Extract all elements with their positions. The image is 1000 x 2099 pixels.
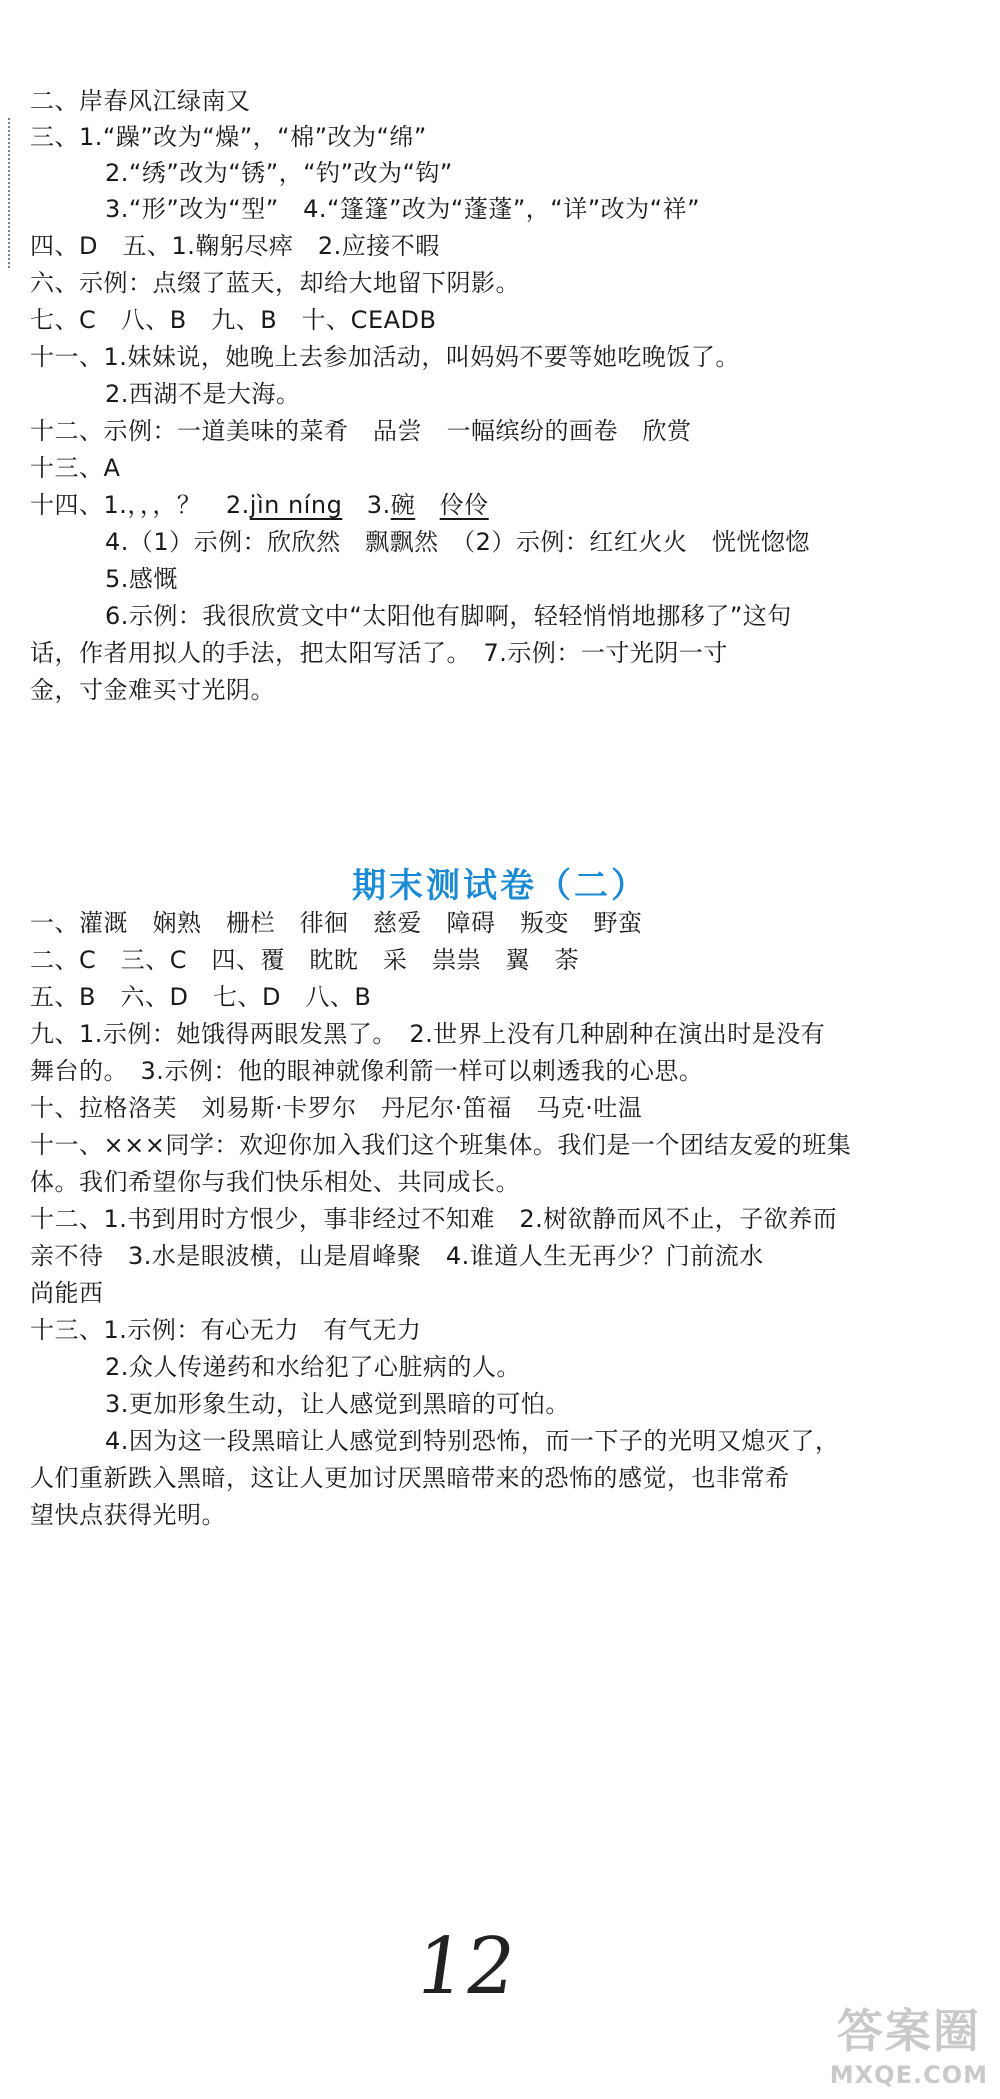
answer-line: 五、B 六、D 七、D 八、B	[30, 983, 372, 1011]
answer-line: 十、拉格洛芙 刘易斯·卡罗尔 丹尼尔·笛福 马克·吐温	[30, 1094, 643, 1122]
answer-line: 话，作者用拟人的手法，把太阳写活了。 7.示例：一寸光阴一寸	[30, 639, 728, 667]
answer-text: 十四、1.，，，？ 2.	[30, 491, 250, 519]
answer-line: 金，寸金难买寸光阴。	[30, 676, 275, 704]
underlined-answer: 碗	[390, 491, 416, 519]
answer-line: 4.（1）示例：欣欣然 飘飘然 （2）示例：红红火火 恍恍惚惚	[105, 528, 810, 556]
answer-line	[30, 488, 489, 522]
answer-line: 十一、1.妹妹说，她晚上去参加活动，叫妈妈不要等她吃晚饭了。	[30, 343, 740, 371]
handwritten-page-number: 12	[409, 1922, 522, 2012]
watermark-url: MXQE.COM	[829, 2061, 988, 2089]
answer-line: 九、1.示例：她饿得两眼发黑了。 2.世界上没有几种剧种在演出时是没有	[30, 1020, 826, 1048]
answer-line: 2.西湖不是大海。	[105, 380, 301, 408]
section-title: 期末测试卷（二）	[352, 866, 648, 906]
answer-line: 亲不待 3.水是眼波横，山是眉峰聚 4.谁道人生无再少？门前流水	[30, 1242, 764, 1270]
pinyin-answer: jìn níng	[249, 491, 343, 519]
answer-line: 十一、×××同学：欢迎你加入我们这个班集体。我们是一个团结友爱的班集	[30, 1131, 852, 1159]
answer-line: 六、示例：点缀了蓝天，却给大地留下阴影。	[30, 269, 520, 297]
answer-line: 一、灌溉 娴熟 栅栏 徘徊 慈爱 障碍 叛变 野蛮	[30, 909, 643, 937]
answer-line: 3.“形”改为“型” 4.“篷篷”改为“蓬蓬”，“详”改为“祥”	[105, 195, 700, 223]
answer-line: 十三、1.示例：有心无力 有气无力	[30, 1316, 422, 1344]
answer-text: 3.	[342, 491, 391, 519]
watermark-logo-text: 答案圈	[836, 2004, 981, 2058]
answer-line: 七、C 八、B 九、B 十、CEADB	[30, 306, 437, 334]
answer-text	[415, 491, 440, 519]
answer-line: 舞台的。 3.示例：他的眼神就像利箭一样可以刺透我的心思。	[30, 1057, 704, 1085]
answer-line: 2.“绣”改为“锈”，“钓”改为“钩”	[105, 159, 453, 187]
answer-line: 4.因为这一段黑暗让人感觉到特别恐怖，而一下子的光明又熄灭了，	[105, 1427, 840, 1455]
answer-line: 四、D 五、1.鞠躬尽瘁 2.应接不暇	[30, 232, 440, 260]
answer-line: 十二、示例：一道美味的菜肴 品尝 一幅缤纷的画卷 欣赏	[30, 417, 692, 445]
site-watermark	[830, 1995, 988, 2089]
answer-line: 十二、1.书到用时方恨少，事非经过不知难 2.树欲静而风不止，子欲养而	[30, 1205, 838, 1233]
answer-line: 5.感慨	[105, 565, 178, 593]
answer-line: 二、岸春风江绿南又	[30, 87, 251, 115]
answer-line: 尚能西	[30, 1279, 104, 1307]
answer-line: 6.示例：我很欣赏文中“太阳他有脚啊，轻轻悄悄地挪移了”这句	[105, 602, 792, 630]
answer-line: 二、C 三、C 四、覆 眈眈 采 祟祟 翼 荼	[30, 946, 580, 974]
answer-line: 十三、A	[30, 454, 121, 482]
answer-line: 3.更加形象生动，让人感觉到黑暗的可怕。	[105, 1390, 570, 1418]
binding-margin-line	[8, 118, 10, 268]
answer-line: 体。我们希望你与我们快乐相处、共同成长。	[30, 1168, 520, 1196]
answer-line: 人们重新跌入黑暗，这让人更加讨厌黑暗带来的恐怖的感觉，也非常希	[30, 1464, 790, 1492]
answer-line: 三、1.“躁”改为“燥”，“棉”改为“绵”	[30, 123, 427, 151]
answer-line: 2.众人传递药和水给犯了心脏病的人。	[105, 1353, 521, 1381]
underlined-answer: 伶伶	[439, 491, 489, 519]
answer-line: 望快点获得光明。	[30, 1501, 226, 1529]
